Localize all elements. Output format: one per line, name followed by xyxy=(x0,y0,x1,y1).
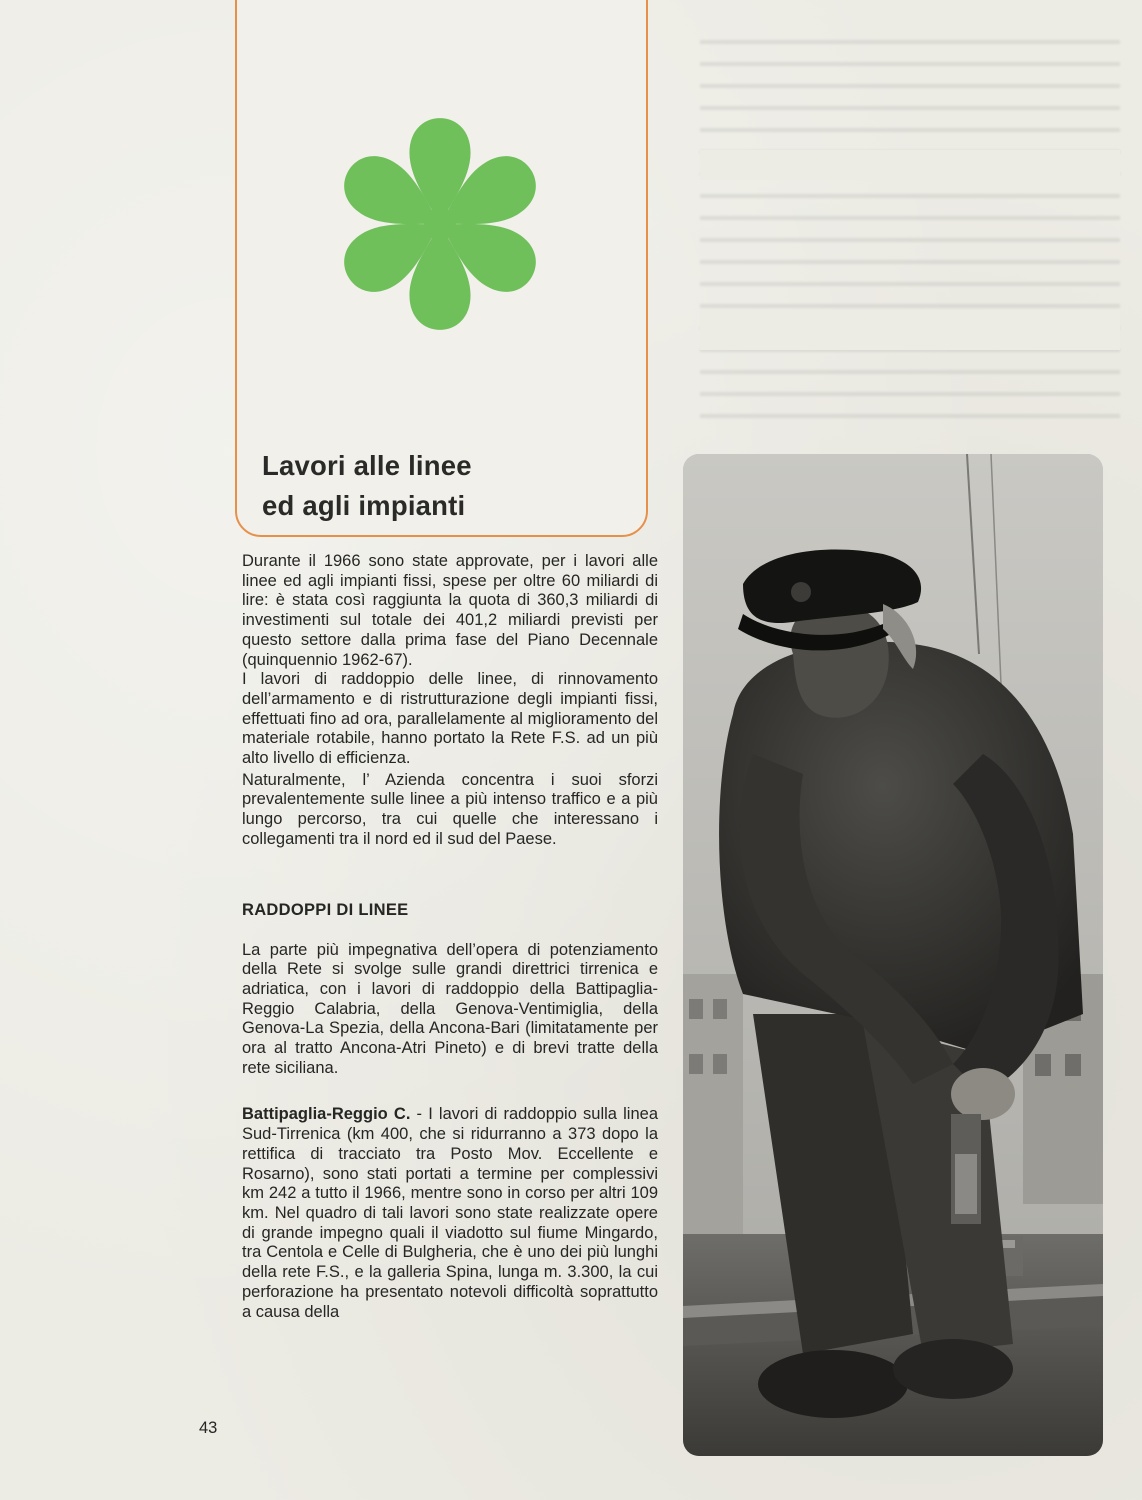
subsection-heading: RADDOPPI DI LINEE xyxy=(242,900,409,919)
text-column xyxy=(242,552,658,1322)
reverse-page-bleed-through xyxy=(700,30,1120,430)
six-petal-flower-icon xyxy=(337,112,543,336)
paragraph-direttrici: La parte più impegnativa dell’opera di potenziamento della Rete si svolge sulle grandi direttrici tirrenica e adriatica, con i lavori di raddoppio della Battipaglia-Reggio Calabria, della Genova-Ventimiglia, della Genova-La Spezia, della Ancona-Bari (limitatamente per ora al tratto Ancona-Atri Pineto) e di brevi tratte della rete siciliana. xyxy=(242,940,658,1077)
bleed-gap xyxy=(700,310,1120,350)
section-title-line-1: Lavori alle linee xyxy=(262,450,472,481)
bleed-gap xyxy=(700,150,1120,180)
page-number: 43 xyxy=(199,1419,218,1437)
paragraph-raddoppio: I lavori di raddoppio delle linee, di rinnovamento dell’armamento e di ristrutturazione degli impianti fissi, effettuati fino ad ora, parallelamente al miglioramento del materiale rotabile, hanno portato la Rete F.S. ad un più alto livello di efficienza. xyxy=(242,670,658,768)
paragraph-battipaglia xyxy=(242,1105,658,1322)
worker-photograph xyxy=(683,454,1103,1456)
section-title-line-2: ed agli impianti xyxy=(262,490,466,521)
section-title xyxy=(262,446,642,526)
paragraph-azienda: Naturalmente, l’ Azienda concentra i suoi sforzi prevalentemente sulle linee a più intenso traffico e a più lungo percorso, tra cui quelle che interessano i collegamenti tra il nord ed il sud del Paese. xyxy=(242,770,658,848)
paragraph-intro: Durante il 1966 sono state approvate, per i lavori alle linee ed agli impianti fissi, spese per oltre 60 miliardi di lire: è stata così raggiunta la quota di 360,3 miliardi di investimenti sul totale dei 401,2 miliardi previsti per questo settore dalla prima fase del Piano Decennale (quinquennio 1962-67). xyxy=(242,552,658,669)
paragraph-battipaglia-text: - I lavori di raddoppio sulla linea Sud-Tirrenica (km 400, che si ridurranno a 373 dopo la rettifica di tracciato tra Posto Mov. Eccellente e Rosarno), sono stati portati a termine per complessivi km 242 a tutto il 1966, mentre sono in corso per altri 109 km. Nel quadro di tali lavori sono state realizzate opere di grande impegno quali il viadotto sul fiume Mingardo, tra Centola e Celle di Bulgheria, che è uno dei più lunghi della rete F.S., e la galleria Spina, lunga m. 3.300, la cui perforazione ha presentato notevoli difficoltà soprattutto a causa della xyxy=(242,1105,658,1321)
paragraph-lead-term: Battipaglia-Reggio C. xyxy=(242,1105,411,1124)
